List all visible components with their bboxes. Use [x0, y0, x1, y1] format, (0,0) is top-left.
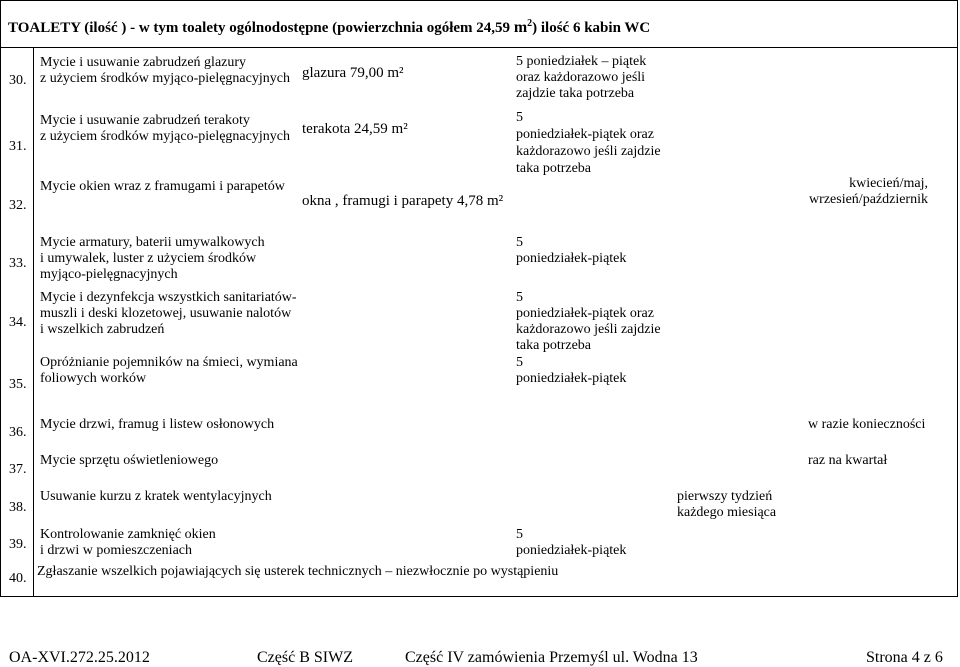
row-number: 40.: [9, 571, 27, 586]
task-description: Mycie i dezynfekcja wszystkich sanitariatów- muszli i deski klozetowej, usuwanie nalotów i wszelkich zabrudzeń: [40, 290, 297, 337]
frequency: 5 poniedziałek-piątek: [516, 235, 627, 266]
section-header: [8, 18, 650, 37]
task-description: Mycie i usuwanie zabrudzeń terakoty z użyciem środków myjąco-pielęgnacyjnych: [40, 113, 290, 144]
task-description: Mycie sprzętu oświetleniowego: [40, 453, 219, 468]
footer-part-iv: Część IV zamówienia Przemyśl ul. Wodna 13: [405, 649, 698, 666]
other-frequency: raz na kwartał: [808, 453, 888, 468]
row-number: 34.: [9, 315, 27, 330]
task-description: Opróżnianie pojemników na śmieci, wymiana foliowych worków: [40, 355, 298, 386]
table-border-right: [957, 0, 958, 597]
task-description: Usuwanie kurzu z kratek wentylacyjnych: [40, 489, 272, 504]
header-separator: [0, 47, 958, 48]
row-number: 39.: [9, 537, 27, 552]
area-value: terakota 24,59 m²: [302, 121, 408, 137]
table-border-bottom: [0, 596, 958, 597]
area-value: glazura 79,00 m²: [302, 65, 404, 81]
row-number: 32.: [9, 198, 27, 213]
row-number: 38.: [9, 500, 27, 515]
other-frequency: pierwszy tydzień każdego miesiąca: [677, 489, 777, 520]
row-number: 33.: [9, 256, 27, 271]
frequency: 5 poniedziałek – piątek oraz każdorazowo jeśli zajdzie taka potrzeba: [516, 54, 647, 101]
number-column-divider: [33, 48, 34, 597]
row-number: 31.: [9, 139, 27, 154]
row-number: 37.: [9, 462, 27, 477]
task-description: Mycie armatury, baterii umywalkowych i umywalek, luster z użyciem środków myjąco-pielęgnacyjnych: [40, 235, 265, 282]
frequency: 5 poniedziałek-piątek: [516, 355, 627, 386]
footer-part-b: Część B SIWZ: [257, 649, 353, 666]
other-frequency: kwiecień/maj, wrzesień/październik: [809, 176, 928, 207]
header-prefix: TOALETY (ilość ) - w tym toalety ogólnodostępne (powierzchnia ogółem 24,59: [8, 20, 514, 36]
row-number: 36.: [9, 425, 27, 440]
header-unit: m: [513, 19, 528, 36]
task-description: Mycie drzwi, framug i listew osłonowych: [40, 417, 275, 432]
table-border-top: [0, 0, 958, 1]
table-border-left: [0, 0, 1, 597]
frequency: 5 poniedziałek-piątek oraz każdorazowo jeśli zajdzie taka potrzeba: [516, 110, 661, 176]
task-description: Mycie i usuwanie zabrudzeń glazury z użyciem środków myjąco-pielęgnacyjnych: [40, 55, 290, 86]
area-value: okna , framugi i parapety 4,78 m²: [302, 193, 504, 209]
footer-reference: OA-XVI.272.25.2012: [9, 649, 150, 666]
task-description: Mycie okien wraz z framugami i parapetów: [40, 179, 285, 194]
row-number: 35.: [9, 377, 27, 392]
header-suffix: ) ilość 6 kabin WC: [532, 20, 651, 36]
task-description: Kontrolowanie zamknięć okien i drzwi w pomieszczeniach: [40, 527, 216, 558]
task-description: Zgłaszanie wszelkich pojawiających się usterek technicznych – niezwłocznie po wystąpieniu: [37, 564, 559, 579]
header-exp: 2: [527, 18, 533, 29]
frequency: 5 poniedziałek-piątek: [516, 527, 627, 558]
row-number: 30.: [9, 73, 27, 88]
page-number: Strona 4 z 6: [866, 649, 943, 666]
other-frequency: w razie konieczności: [808, 417, 926, 432]
frequency: 5 poniedziałek-piątek oraz każdorazowo jeśli zajdzie taka potrzeba: [516, 290, 661, 353]
